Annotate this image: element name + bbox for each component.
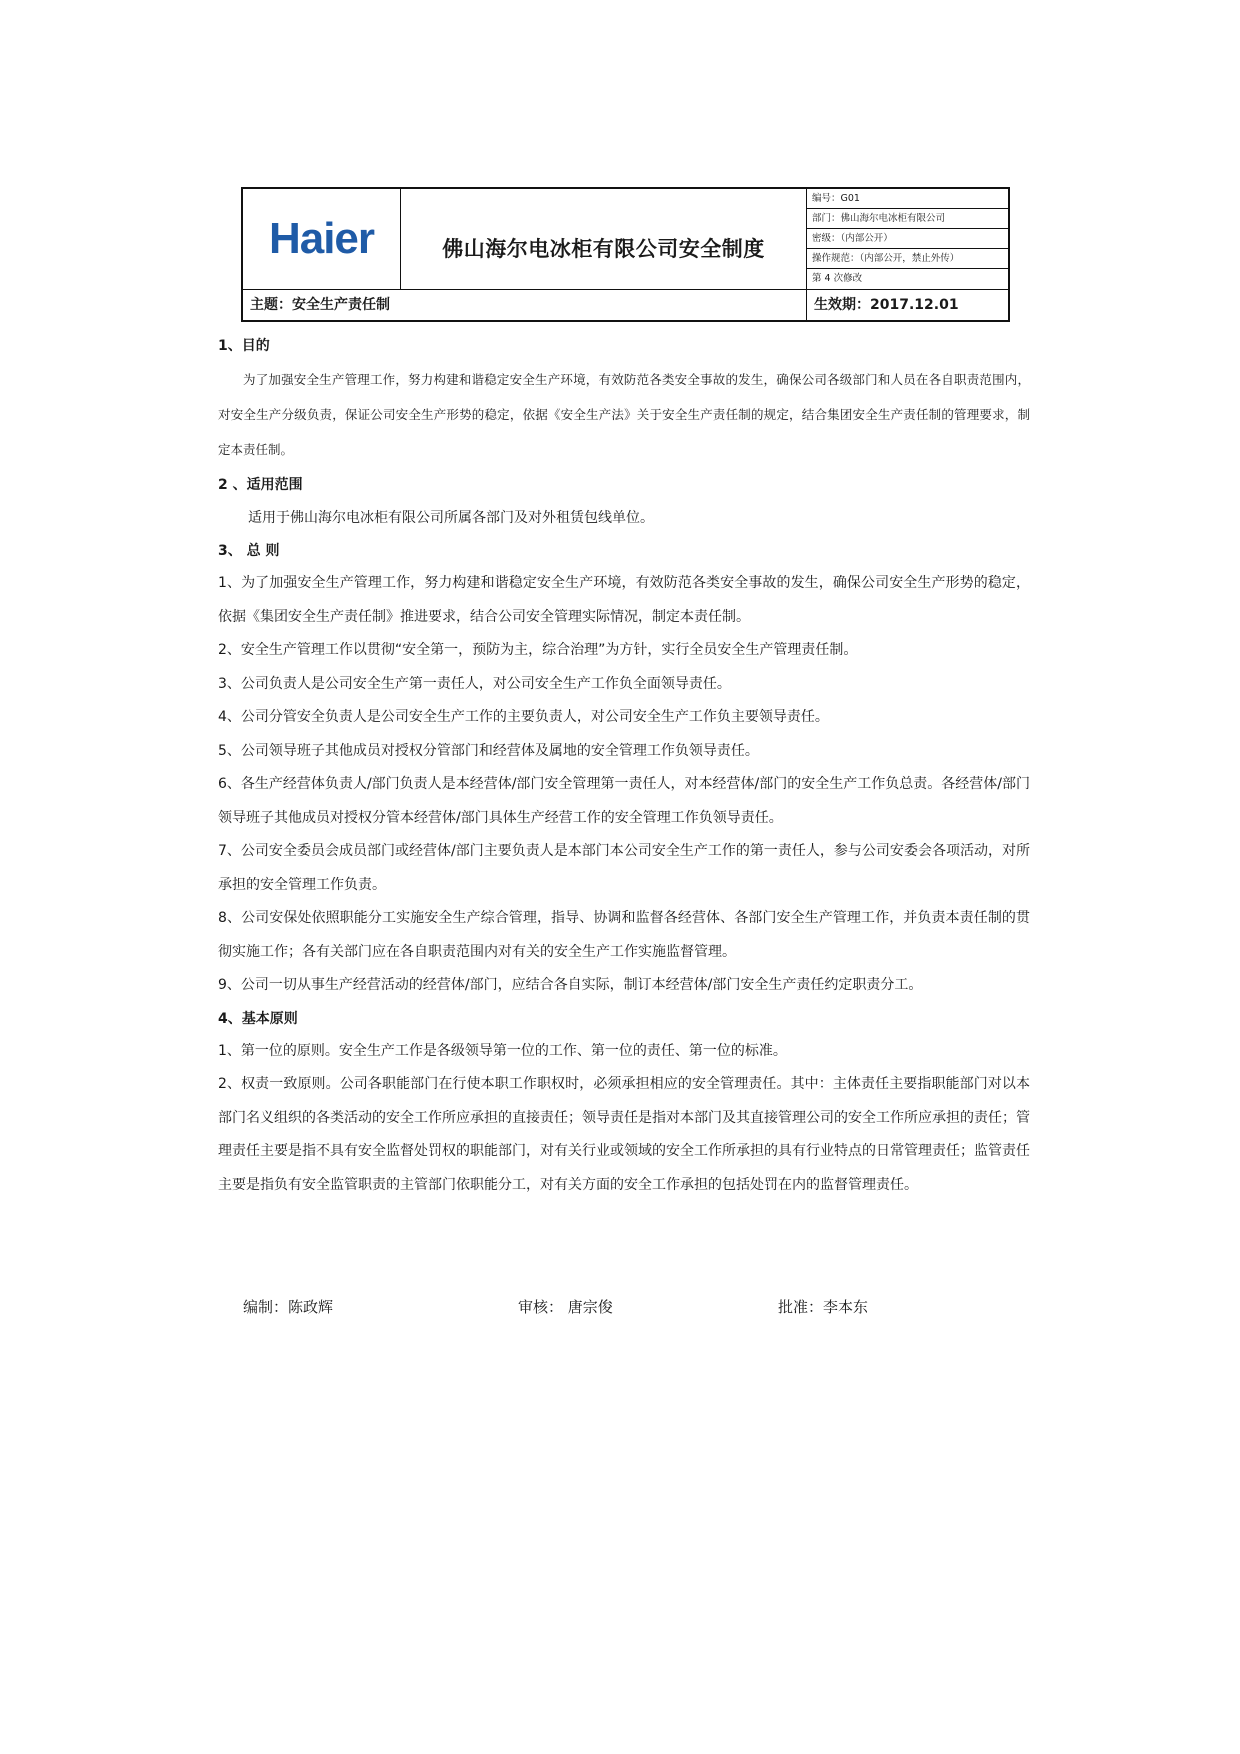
info-revision: 第 4 次修改 xyxy=(812,273,863,284)
general-item: 5、公司领导班子其他成员对授权分管部门和经营体及属地的安全管理工作负领导责任。 xyxy=(218,742,759,759)
info-department: 部门：佛山海尔电冰柜有限公司 xyxy=(807,209,1008,229)
header-table xyxy=(241,187,1010,322)
info-operation-spec: 操作规范：（内部公开，禁止外传） xyxy=(807,249,1008,269)
section-heading-principles: 4、基本原则 xyxy=(218,1010,298,1027)
section-heading-scope: 2 、适用范围 xyxy=(218,477,303,493)
info-cell xyxy=(807,189,1008,290)
section-paragraph-scope: 适用于佛山海尔电冰柜有限公司所属各部门及对外租赁包线单位。 xyxy=(248,510,654,526)
reviewed-by: 审核： 唐宗俊 xyxy=(518,1298,613,1316)
section-heading-purpose: 1、目的 xyxy=(218,338,270,354)
principle-item: 2、权责一致原则。公司各职能部门在行使本职工作职权时，必须承担相应的安全管理责任。其中：主体责任主要指职能部门对以本部门名义组织的各类活动的安全工作所应承担的直接责任；领导责任是指对本部门及其直接管理公司的安全工作所应承担的责任；管理责任主要是指不具有安全监督处罚权的职能部门，对有关行业或领域的安全工作所承担的具有行业特点的日常管理责任；监管责任主要是指负有安全监管职责的主管部门依职能分工，对有关方面的安全工作承担的包括处罚在内的监督管理责任。 xyxy=(218,1076,1030,1193)
subject-cell: 主题：安全生产责任制 xyxy=(243,290,807,320)
document-body xyxy=(218,330,1030,1202)
principle-item: 1、第一位的原则。安全生产工作是各级领导第一位的工作、第一位的责任、第一位的标准。 xyxy=(218,1042,787,1059)
general-item: 2、安全生产管理工作以贯彻“安全第一，预防为主，综合治理”为方针，实行全员安全生产管理责任制。 xyxy=(218,642,858,658)
haier-logo: Haier xyxy=(268,214,375,263)
info-number: 编号：G01 xyxy=(807,189,1008,209)
approved-by: 批准：李本东 xyxy=(778,1298,869,1316)
effective-date-cell: 生效期：2017.12.01 xyxy=(814,297,959,313)
general-item: 6、各生产经营体负责人/部门负责人是本经营体/部门安全管理第一责任人，对本经营体/部门的安全生产工作负总责。各经营体/部门领导班子其他成员对授权分管本经营体/部门具体生产经营工作的安全管理工作负领导责任。 xyxy=(218,776,1030,826)
title-cell xyxy=(401,189,807,290)
info-classification: 密级：（内部公开） xyxy=(807,229,1008,249)
document-title: 佛山海尔电冰柜有限公司安全制度 xyxy=(442,237,765,261)
general-item: 7、公司安全委员会成员部门或经营体/部门主要负责人是本部门本公司安全生产工作的第一责任人，参与公司安委会各项活动，对所承担的安全管理工作负责。 xyxy=(218,843,1030,893)
section-heading-general: 3、 总 则 xyxy=(218,543,280,559)
general-item: 3、公司负责人是公司安全生产第一责任人，对公司安全生产工作负全面领导责任。 xyxy=(218,675,731,692)
general-item: 8、公司安保处依照职能分工实施安全生产综合管理，指导、协调和监督各经营体、各部门安全生产管理工作，并负责本责任制的贯彻实施工作；各有关部门应在各自职责范围内对有关的安全生产工作实施监督管理。 xyxy=(218,910,1030,960)
compiled-by: 编制：陈政辉 xyxy=(243,1298,334,1316)
section-paragraph-purpose: 为了加强安全生产管理工作，努力构建和谐稳定安全生产环境，有效防范各类安全事故的发生，确保公司各级部门和人员在各自职责范围内，对安全生产分级负责，保证公司安全生产形势的稳定，依据《安全生产法》关于安全生产责任制的规定，结合集团安全生产责任制的管理要求，制定本责任制。 xyxy=(218,372,1030,457)
general-item: 9、公司一切从事生产经营活动的经营体/部门，应结合各自实际，制订本经营体/部门安全生产责任约定职责分工。 xyxy=(218,977,923,993)
logo-cell xyxy=(243,189,401,290)
general-item: 1、为了加强安全生产管理工作，努力构建和谐稳定安全生产环境，有效防范各类安全事故的发生，确保公司安全生产形势的稳定，依据《集团安全生产责任制》推进要求，结合公司安全管理实际情况，制定本责任制。 xyxy=(218,575,1030,625)
general-item: 4、公司分管安全负责人是公司安全生产工作的主要负责人，对公司安全生产工作负主要领导责任。 xyxy=(218,709,829,725)
signature-row xyxy=(243,1296,943,1326)
